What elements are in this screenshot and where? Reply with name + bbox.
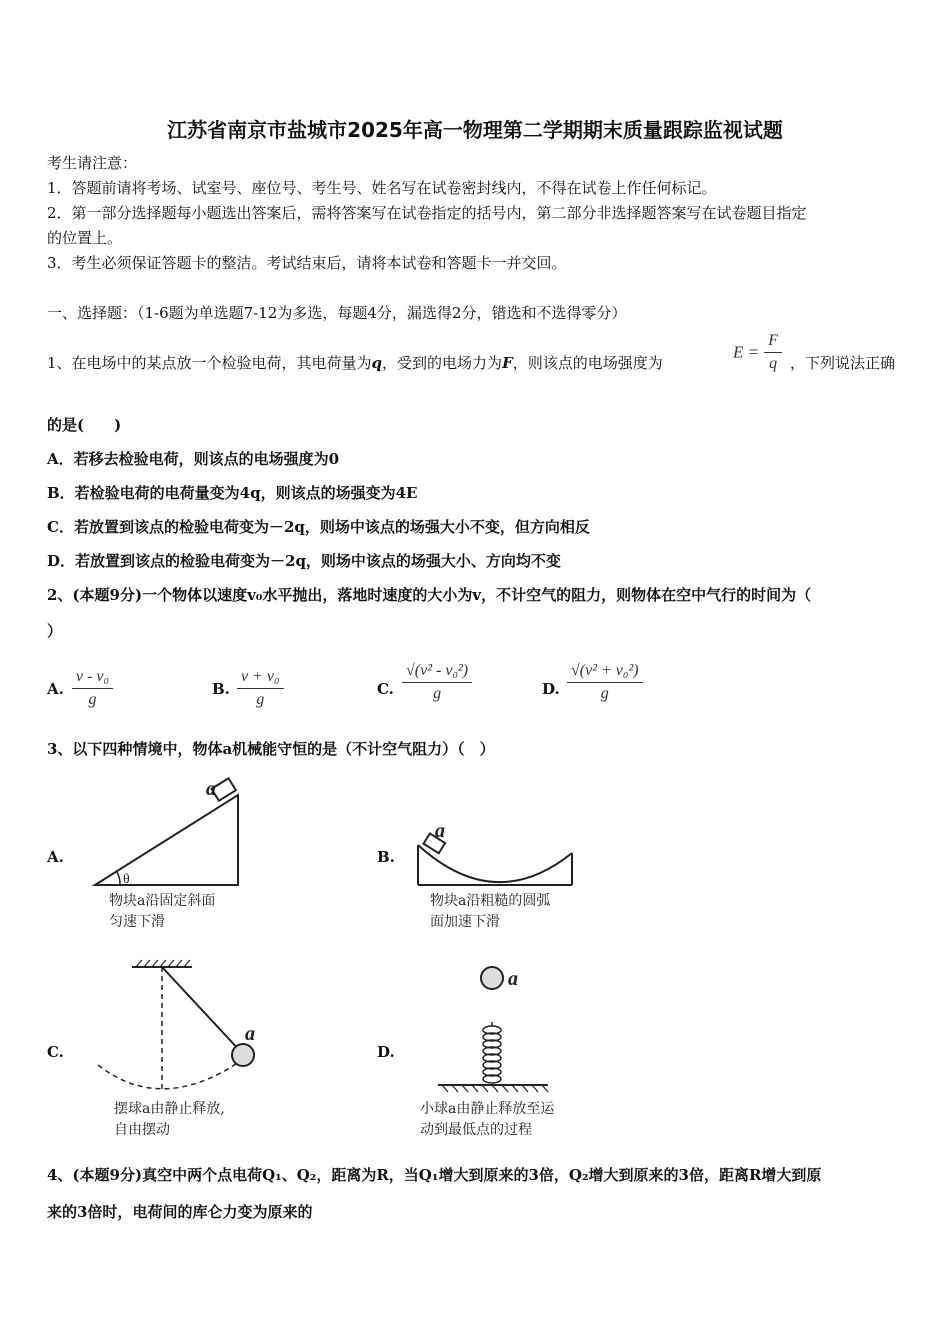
- page-title: 江苏省南京市盐城市2025年高一物理第二学期期末质量跟踪监视试题: [167, 118, 783, 142]
- q2-option-a-label[interactable]: A.: [47, 680, 64, 698]
- angle-label: θ: [123, 872, 130, 887]
- question-4-stem-cont: 来的3倍时，电荷间的库仑力变为原来的: [47, 1203, 313, 1221]
- option-a[interactable]: A．若移去检验电荷，则该点的电场强度为0: [47, 450, 340, 468]
- q3-d-caption: 动到最低点的过程: [420, 1122, 532, 1138]
- spring-diagram: [430, 960, 560, 1100]
- q3-option-d-label[interactable]: D.: [377, 1043, 395, 1061]
- swing-path: [98, 1060, 242, 1089]
- field-strength-formula: E = $\frac{F}{q}$: [733, 330, 782, 375]
- notice-heading: 考生请注意：: [47, 154, 138, 172]
- option-b[interactable]: B．若检验电荷的电荷量变为4q，则该点的场强变为4E: [47, 484, 418, 502]
- question-2-stem: 2、(本题9分)一个物体以速度v₀水平抛出，落地时速度的大小为v，不计空气的阻力，则物体在空中气行的时间为（: [47, 586, 812, 604]
- incline-diagram: [90, 775, 260, 890]
- notice-item: 1．答题前请将考场、试室号、座位号、考生号、姓名写在试卷密封线内，不得在试卷上作任何标记。: [47, 179, 717, 197]
- q3-b-caption: 面加速下滑: [430, 914, 500, 930]
- falling-ball: [481, 967, 503, 989]
- arc-diagram: [410, 815, 580, 890]
- section-heading: 一、选择题：（1-6题为单选题7-12为多选，每题4分，漏选得2分，错选和不选得零分）: [47, 304, 627, 322]
- q2-option-b-label[interactable]: B.: [212, 680, 230, 698]
- block-label: a: [206, 778, 216, 800]
- q3-option-c-label[interactable]: C.: [47, 1043, 64, 1061]
- ball-label: a: [245, 1023, 255, 1045]
- ball-label: a: [508, 968, 518, 990]
- question-1-stem-end: 的是( ): [47, 416, 122, 434]
- question-2-stem-end: ）: [47, 622, 63, 640]
- pendulum-string: [162, 967, 242, 1053]
- notice-item: 3．考生必须保证答题卡的整洁。考试结束后，请将本试卷和答题卡一并交回。: [47, 254, 567, 272]
- q3-option-b-label[interactable]: B.: [377, 848, 395, 866]
- spring: [483, 1022, 501, 1083]
- angle-arc: [117, 872, 120, 885]
- q3-a-caption: 物块a沿固定斜面: [109, 893, 216, 909]
- q3-c-caption: 自由摆动: [114, 1122, 170, 1138]
- q3-a-caption: 匀速下滑: [109, 914, 165, 930]
- option-c[interactable]: C．若放置到该点的检验电荷变为－2q，则场中该点的场强大小不变，但方向相反: [47, 518, 590, 536]
- question-4-stem: 4、(本题9分)真空中两个点电荷Q₁、Q₂，距离为R，当Q₁增大到原来的3倍，Q₂增大到原来的3倍，距离R增大到原: [47, 1166, 822, 1184]
- q3-option-a-label[interactable]: A.: [47, 848, 64, 866]
- ground-hatch: [442, 1085, 548, 1092]
- ceiling-hatch: [136, 960, 190, 967]
- question-3-stem: 3、以下四种情境中，物体a机械能守恒的是（不计空气阻力）（ ）: [47, 740, 495, 758]
- question-1-stem: 1、在电场中的某点放一个检验电荷，其电荷量为q，受到的电场力为F，则该点的电场强度为: [47, 354, 663, 372]
- q2-option-d-label[interactable]: D.: [542, 680, 560, 698]
- q2-option-c-label[interactable]: C.: [377, 680, 394, 698]
- q2-option-c-formula[interactable]: $\frac{\text{√(v² - v₀²)}}{g}$: [402, 660, 472, 705]
- q2-option-b-formula[interactable]: $\frac{\text{v + v₀}}{g}$: [237, 666, 284, 711]
- notice-item: 的位置上。: [47, 229, 123, 247]
- q2-option-d-formula[interactable]: $\frac{\text{√(v² + v₀²)}}{g}$: [567, 660, 643, 705]
- incline-triangle: [95, 795, 238, 885]
- pendulum-diagram: [90, 955, 280, 1095]
- notice-item: 2．第一部分选择题每小题选出答案后，需将答案写在试卷指定的括号内，第二部分非选择题答案写在试卷题目指定: [47, 204, 807, 222]
- block-label: a: [435, 820, 445, 842]
- q3-b-caption: 物块a沿粗糙的圆弧: [430, 893, 551, 909]
- q2-option-a-formula[interactable]: $\frac{\text{v - v₀}}{g}$: [72, 666, 113, 711]
- question-1-stem-tail: ，下列说法正确: [790, 354, 896, 372]
- q3-c-caption: 摆球a由静止释放,: [114, 1101, 225, 1117]
- option-d[interactable]: D．若放置到该点的检验电荷变为－2q，则场中该点的场强大小、方向均不变: [47, 552, 561, 570]
- q3-d-caption: 小球a由静止释放至运: [420, 1101, 555, 1117]
- pendulum-ball: [232, 1044, 254, 1066]
